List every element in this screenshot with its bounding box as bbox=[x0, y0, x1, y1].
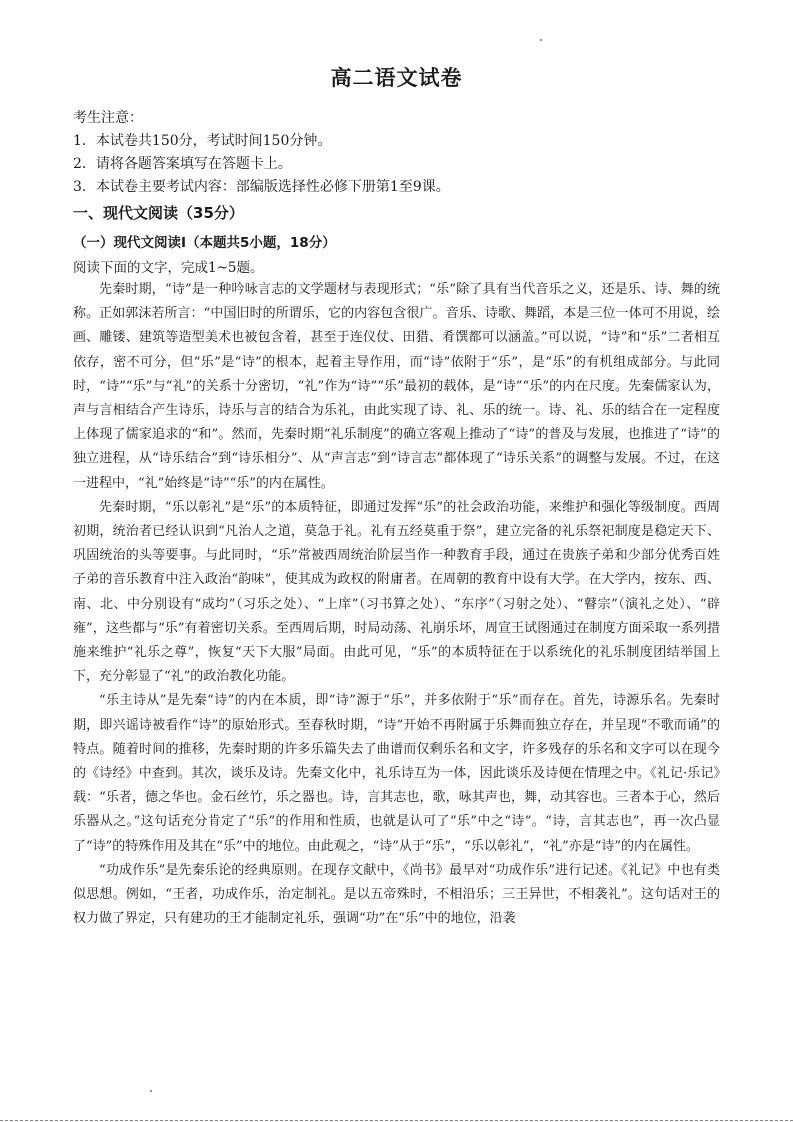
page-bottom-border bbox=[0, 1120, 793, 1121]
section-heading: 一、现代文阅读（35分） bbox=[73, 204, 244, 222]
subsection-heading: （一）现代文阅读Ⅰ（本题共5小题，18分） bbox=[73, 235, 336, 251]
passage-paragraph: “功成作乐”是先秦乐论的经典原则。在现存文献中，《尚书》最早对“功成作乐”进行记述。《礼记》中也有类似思想。例如，“王者，功成作乐，治定制礼。是以五帝殊时，不相沿乐；三王异世，不相袭礼”。这句话对王的权力做了界定，只有建功的王才能制定礼乐，强调“功”在“乐”中的地位，沿袭 bbox=[73, 862, 720, 927]
notice-heading: 考生注意： bbox=[73, 110, 143, 126]
reading-passage bbox=[73, 278, 720, 931]
notice-item: 1．本试卷共150分，考试时间150分钟。 bbox=[73, 133, 332, 149]
notice-block bbox=[73, 107, 733, 199]
scan-speck bbox=[150, 1090, 152, 1092]
passage-paragraph: 先秦时期，“诗”是一种吟咏言志的文学题材与表现形式；“乐”除了具有当代音乐之义，还是乐、诗、舞的统称。正如郭沫若所言：“中国旧时的所谓乐，它的内容包含很广。音乐、诗歌、舞蹈，本是三位一体可不用说，绘画、雕镂、建筑等造型美术也被包含着，甚至于连仪仗、田猎、肴馔都可以涵盖。”可以说，“诗”和“乐”二者相互依存，密不可分，但“乐”是“诗”的根本，起着主导作用，而“诗”依附于“乐”，是“乐”的有机组成部分。与此同时，“诗”“乐”与“礼”的关系十分密切，“礼”作为“诗”“乐”最初的载体，是“诗”“乐”的内在尺度。先秦儒家认为，声与言相结合产生诗乐，诗乐与言的结合为乐礼，由此实现了诗、礼、乐的统一。诗、礼、乐的结合在一定程度上体现了儒家追求的“和”。然而，先秦时期“礼乐制度”的确立客观上推动了“诗”的普及与发展，也推进了“诗”的独立进程，从“诗乐结合”到“诗乐相分”、从“声言志”到“诗言志”都体现了“诗乐关系”的调整与发展。不过，在这一进程中，“礼”始终是“诗”“乐”的内在属性。 bbox=[73, 282, 720, 491]
notice-item: 2．请将各题答案填写在答题卡上。 bbox=[73, 156, 292, 172]
scan-speck bbox=[540, 39, 542, 41]
passage-paragraph: 先秦时期，“乐以彰礼”是“乐”的本质特征，即通过发挥“乐”的社会政治功能，来维护和强化等级制度。西周初期，统治者已经认识到“凡治人之道，莫急于礼。礼有五经莫重于祭”，建立完备的礼乐祭祀制度是稳定天下、巩固统治的头等要事。与此同时，“乐”常被西周统治阶层当作一种教育手段，通过在贵族子弟和少部分优秀百姓子弟的音乐教育中注入政治“韵味”，使其成为政权的附庸者。在周朝的教育中设有大学。在大学内，按东、西、南、北、中分别设有“成均”（习乐之处）、“上庠”（习书算之处）、“东序”（习射之处）、“瞽宗”（演礼之处）、“辟雍”，这些都与“乐”有着密切关系。至西周后期，时局动荡、礼崩乐坏，周宣王试图通过在制度方面采取一系列措施来维护“礼乐之尊”，恢复“天下大服”局面。由此可见，“乐”的本质特征在于以系统化的礼乐制度团结举国上下，充分彰显了“礼”的政治教化功能。 bbox=[73, 499, 720, 685]
notice-item: 3．本试卷主要考试内容：部编版选择性必修下册第1至9课。 bbox=[73, 179, 450, 195]
passage-paragraph: “乐主诗从”是先秦“诗”的内在本质，即“诗”源于“乐”，并多依附于“乐”而存在。首先，诗源乐名。先秦时期，即兴谣诗被看作“诗”的原始形式。至春秋时期，“诗”开始不再附属于乐舞而独立存在，并呈现“不歌而诵”的特点。随着时间的推移，先秦时期的许多乐篇失去了曲谱而仅剩乐名和文字，许多残存的乐名和文字可以在现今的《诗经》中查到。其次，谈乐及诗。先秦文化中，礼乐诗互为一体，因此谈乐及诗便在情理之中。《礼记·乐记》载：“乐者，德之华也。金石丝竹，乐之器也。诗，言其志也，歌，咏其声也，舞，动其容也。三者本于心，然后乐器从之。”这句话充分肯定了“乐”的作用和性质，也就是认可了“乐”中之“诗”。“诗，言其志也”，再一次凸显了“诗”的特殊作用及其在“乐”中的地位。由此观之，“诗”从于“乐”，“乐以彰礼”，“礼”亦是“诗”的内在属性。 bbox=[73, 693, 720, 854]
reading-instruction: 阅读下面的文字，完成1~5题。 bbox=[73, 260, 264, 276]
exam-title: 高二语文试卷 bbox=[330, 66, 463, 90]
